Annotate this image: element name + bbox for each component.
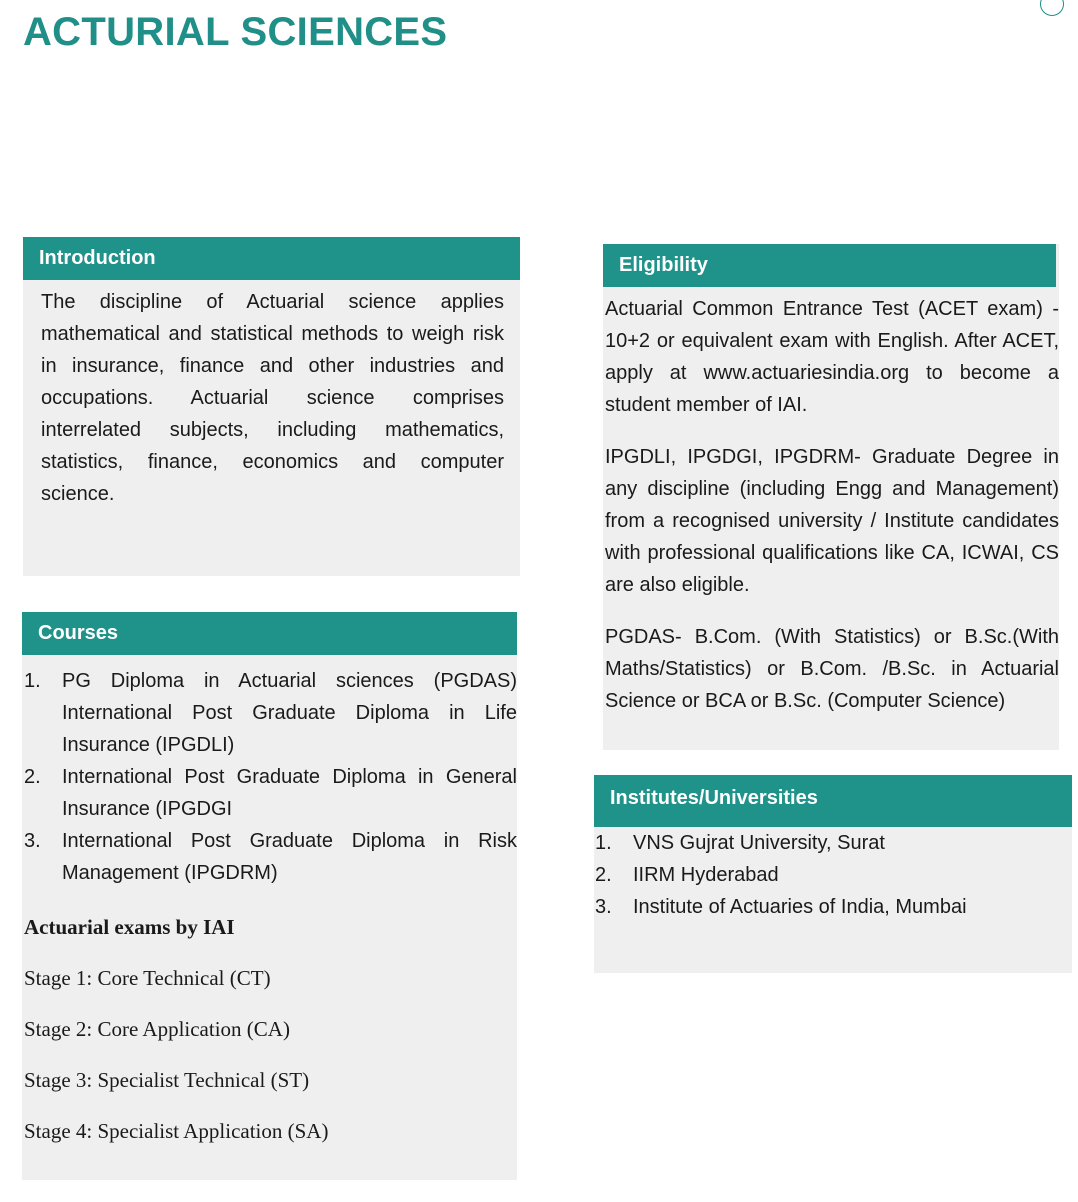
eligibility-paragraph: Actuarial Common Entrance Test (ACET exam) - 10+2 or equivalent exam with English. After ACET, apply at www.actuariesindia.org to become a student member of IAI. [605, 298, 1059, 416]
course-text: PG Diploma in Actuarial sciences (PGDAS) International Post Graduate Diploma in Life Insurance (IPGDLI) [62, 670, 517, 756]
courses-list [24, 665, 517, 889]
courses-card [22, 612, 517, 1180]
list-item [24, 825, 517, 889]
list-item [595, 891, 1072, 923]
exam-stage: Stage 4: Specialist Application (SA) [24, 1119, 329, 1143]
eligibility-card [603, 244, 1059, 750]
list-item [24, 761, 517, 825]
list-item [595, 827, 1072, 859]
courses-header: Courses [22, 612, 517, 655]
introduction-card [23, 237, 520, 576]
corner-circle-decoration [1040, 0, 1064, 16]
courses-body [22, 655, 517, 1157]
institute-text: Institute of Actuaries of India, Mumbai [633, 896, 967, 918]
eligibility-body [603, 287, 1059, 717]
exams-section [24, 909, 517, 1157]
list-number: 1. [595, 832, 612, 854]
institutes-body [594, 827, 1072, 923]
eligibility-header: Eligibility [603, 244, 1056, 287]
introduction-text: The discipline of Actuarial science applies mathematical and statistical methods to weigh risk in insurance, finance and other industries and occupations. Actuarial science comprises interrelated subjects, including mathematics, statistics, finance, economics and computer science. [41, 291, 504, 505]
page-title: ACTURIAL SCIENCES [23, 10, 448, 54]
list-number: 3. [24, 830, 41, 852]
list-number: 2. [595, 864, 612, 886]
institute-text: IIRM Hyderabad [633, 864, 779, 886]
course-text: International Post Graduate Diploma in General Insurance (IPGDGI [62, 766, 517, 820]
introduction-header: Introduction [23, 237, 520, 280]
course-text: International Post Graduate Diploma in Risk Management (IPGDRM) [62, 830, 517, 884]
exam-stage: Stage 1: Core Technical (CT) [24, 966, 271, 990]
list-item [595, 859, 1072, 891]
exam-stage: Stage 3: Specialist Technical (ST) [24, 1068, 310, 1092]
institutes-header: Institutes/Universities [594, 775, 1072, 827]
eligibility-paragraph: IPGDLI, IPGDGI, IPGDRM- Graduate Degree in any discipline (including Engg and Management) from a recognised university / Institute candidates with professional qualifications like CA, ICWAI, CS are also eligible. [605, 446, 1059, 596]
eligibility-paragraph: PGDAS- B.Com. (With Statistics) or B.Sc.(With Maths/Statistics) or B.Com. /B.Sc. in Actuarial Science or BCA or B.Sc. (Computer Science) [605, 626, 1059, 712]
list-item [24, 665, 517, 761]
institutes-list [595, 827, 1072, 923]
list-number: 3. [595, 896, 612, 918]
exams-heading: Actuarial exams by IAI [24, 915, 235, 939]
institutes-card [594, 775, 1072, 973]
list-number: 2. [24, 766, 41, 788]
list-number: 1. [24, 670, 41, 692]
exam-stage: Stage 2: Core Application (CA) [24, 1017, 290, 1041]
institute-text: VNS Gujrat University, Surat [633, 832, 885, 854]
